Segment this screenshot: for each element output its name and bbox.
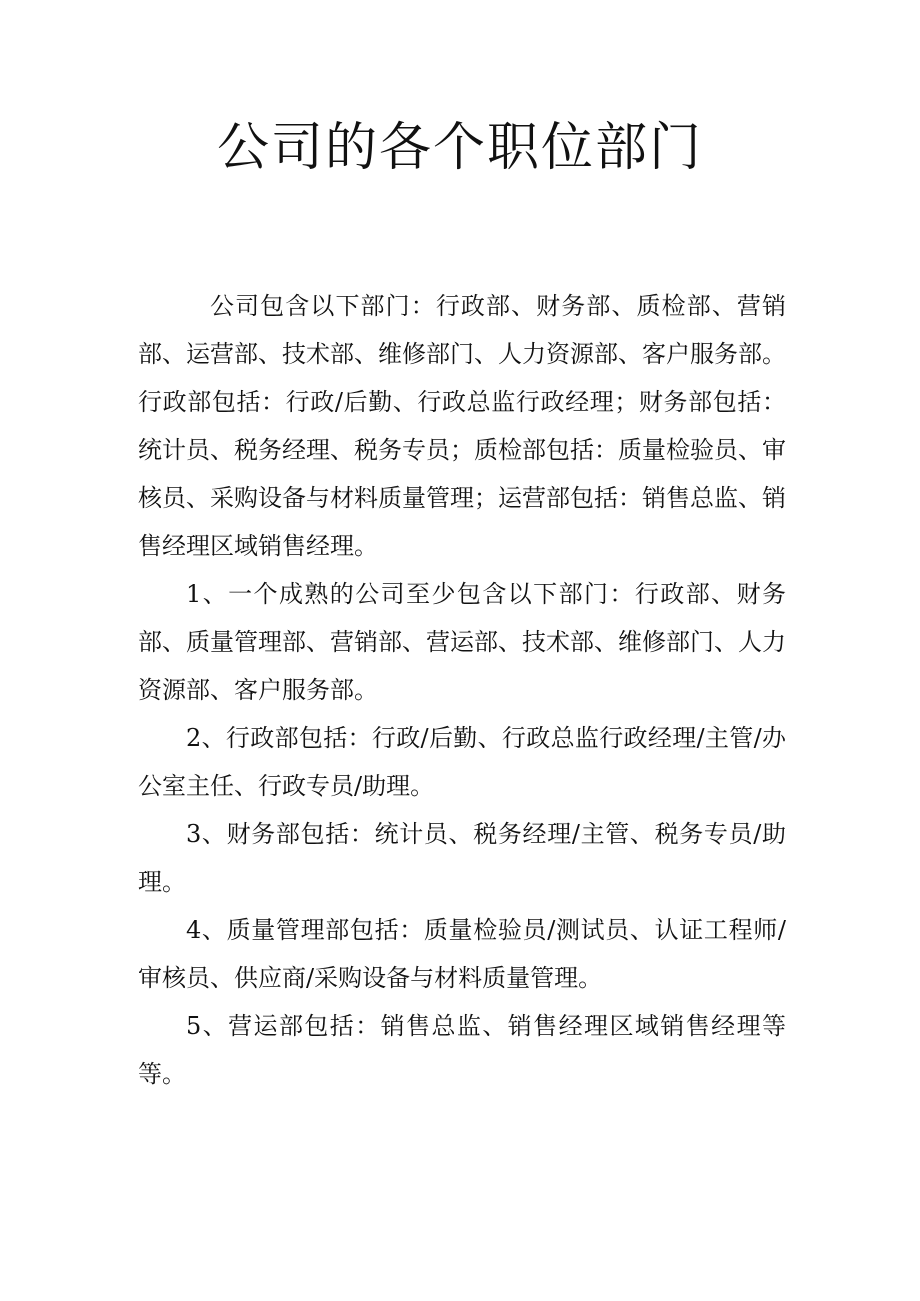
paragraph-item-4: 4、质量管理部包括：质量检验员/测试员、认证工程师/审核员、供应商/采购设备与材料质量管理。 <box>138 916 786 992</box>
paragraph-item-1: 1、一个成熟的公司至少包含以下部门：行政部、财务部、质量管理部、营销部、营运部、技术部、维修部门、人力资源部、客户服务部。 <box>138 580 786 704</box>
document-body <box>138 282 786 1098</box>
paragraph-intro: 公司包含以下部门：行政部、财务部、质检部、营销部、运营部、技术部、维修部门、人力资源部、客户服务部。行政部包括：行政/后勤、行政总监行政经理；财务部包括：统计员、税务经理、税务专员；质检部包括：质量检验员、审核员、采购设备与材料质量管理；运营部包括：销售总监、销售经理区域销售经理。 <box>138 292 786 560</box>
document-title: 公司的各个职位部门 <box>216 118 703 178</box>
paragraph-item-2: 2、行政部包括：行政/后勤、行政总监行政经理/主管/办公室主任、行政专员/助理。 <box>138 724 786 800</box>
paragraph-item-5: 5、营运部包括：销售总监、销售经理区域销售经理等等。 <box>138 1012 786 1088</box>
paragraph-item-3: 3、财务部包括：统计员、税务经理/主管、税务专员/助理。 <box>138 820 786 896</box>
